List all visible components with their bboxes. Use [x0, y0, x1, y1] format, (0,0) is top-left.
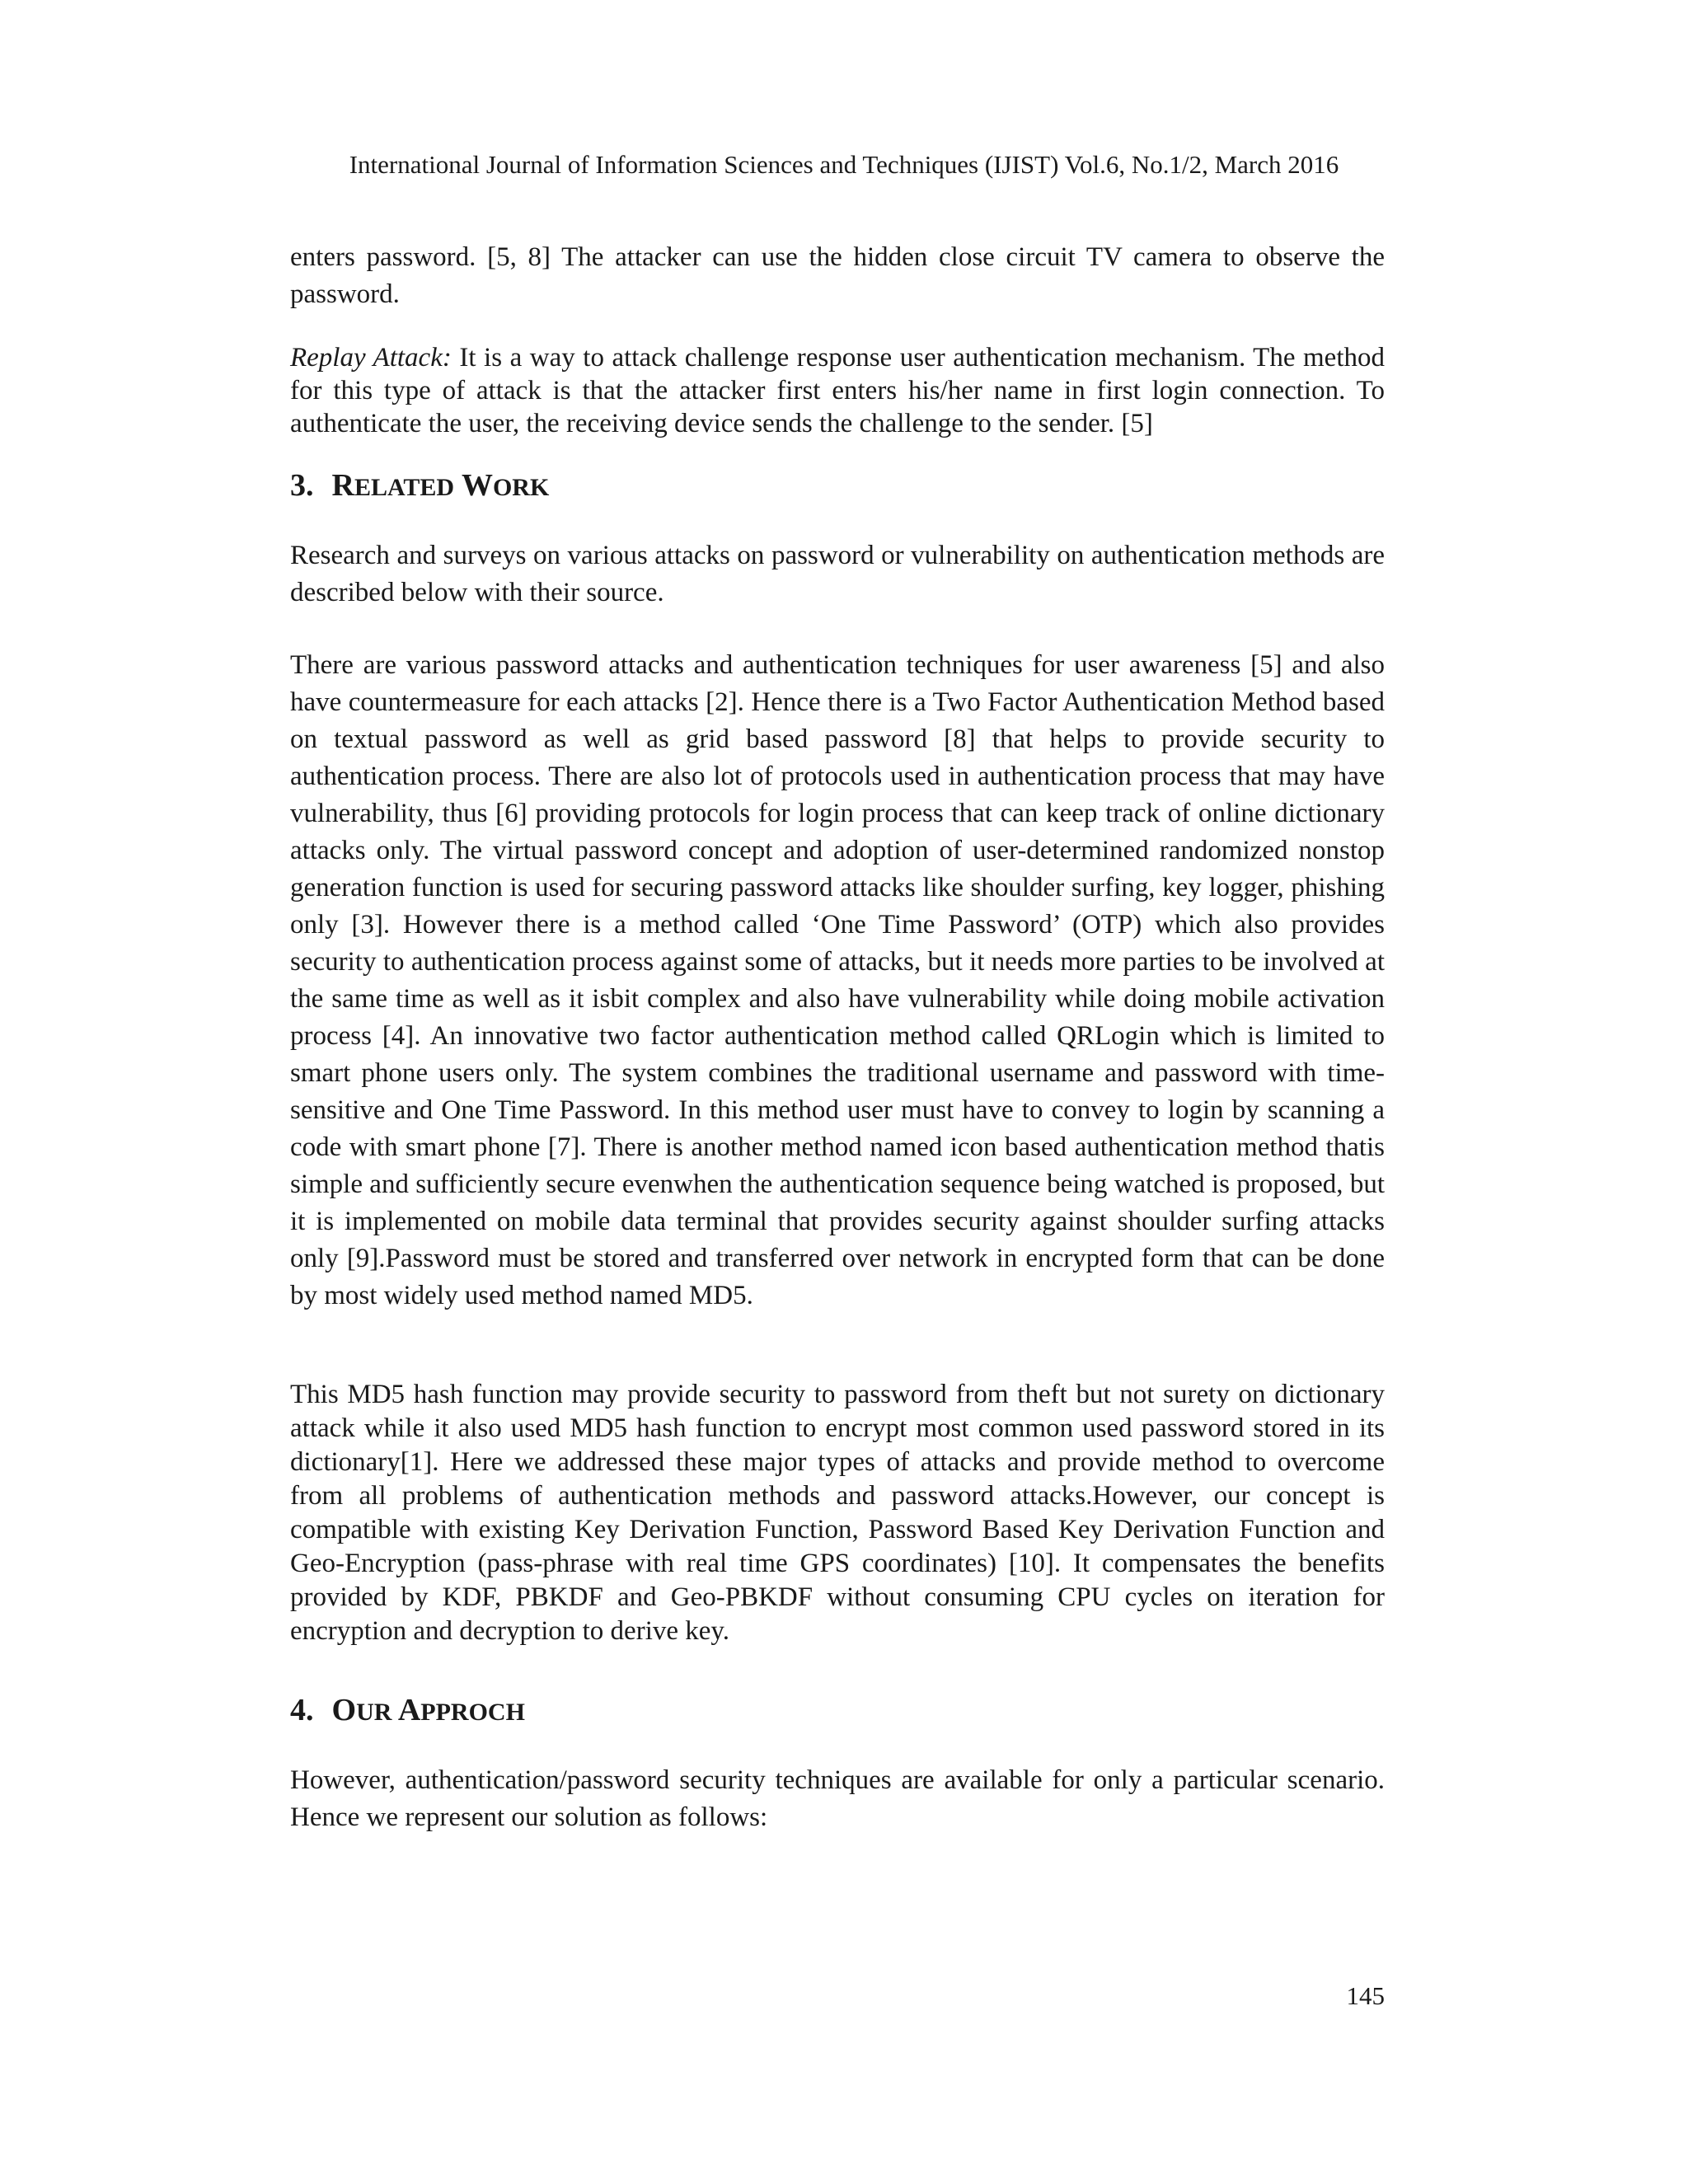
paragraph-replay-attack: [290, 341, 1385, 440]
paragraph-md5-text: This MD5 hash function may provide security to password from theft but not surety on dictionary attack while it also used MD5 hash function to encrypt most common used password stored in its dictionary[1]. Here we addressed these major types of attacks and provide method to overcome from all problems of authentication methods and password attacks.However, our concept is compatible with existing Key Derivation Function, Password Based Key Derivation Function and Geo-Encryption (pass-phrase with real time GPS coordinates) [10]. It compensates the benefits provided by KDF, PBKDF and Geo-PBKDF without consuming CPU cycles on iteration for encryption and decryption to derive key.: [290, 1380, 1385, 1646]
paragraph-related-intro-text: Research and surveys on various attacks on password or vulnerability on authentication methods are described below with their source.: [290, 541, 1385, 607]
paragraph-approach-text: However, authentication/password security techniques are available for only a particular scenario. Hence we represent our solution as follows:: [290, 1765, 1385, 1832]
paragraph-replay-text: [290, 341, 1385, 440]
page-number: 145: [1346, 1981, 1385, 2010]
section-heading-our-approach: 4. OUR APPROCH: [290, 1690, 525, 1733]
section-heading-related-work: 3. RELATED WORK: [290, 465, 549, 509]
paragraph-md5: [290, 1378, 1385, 1648]
paragraph-approach: [290, 1762, 1385, 1836]
running-header: International Journal of Information Sciences and Techniques (IJIST) Vol.6, No.1/2, March 2016: [349, 150, 1339, 179]
paragraph-related-main: [290, 647, 1385, 1315]
paragraph-intro: [290, 239, 1385, 313]
section-number: 3.: [290, 468, 314, 503]
paragraph-related-main-text: There are various password attacks and authentication techniques for user awareness [5] and also have countermeasure for each attacks [2]. Hence there is a Two Factor Authentication Method based on textual password as well as grid based password [8] that helps to provide security to authentication process. There are also lot of protocols used in authentication process that may have vulnerability, thus [6] providing protocols for login process that can keep track of online dictionary attacks only. The virtual password concept and adoption of user-determined randomized nonstop generation function is used for securing password attacks like shoulder surfing, key logger, phishing only [3]. However there is a method called ‘One Time Password’ (OTP) which also provides security to authentication process against some of attacks, but it needs more parties to be involved at the same time as well as it isbit complex and also have vulnerability while doing mobile activation process [4]. An innovative two factor authentication method called QRLogin which is limited to smart phone users only. The system combines the traditional username and password with time-sensitive and One Time Password. In this method user must have to convey to login by scanning a code with smart phone [7]. There is another method named icon based authentication method thatis simple and sufficiently secure evenwhen the authentication sequence being watched is proposed, but it is implemented on mobile data terminal that provides security against shoulder surfing attacks only [9].Password must be stored and transferred over network in encrypted form that can be done by most widely used method named MD5.: [290, 650, 1385, 1310]
section-number: 4.: [290, 1693, 314, 1727]
replay-attack-label: Replay Attack:: [290, 343, 452, 373]
paragraph-related-intro: [290, 537, 1385, 612]
paragraph-intro-text: enters password. [5, 8] The attacker can use the hidden close circuit TV camera to observe the password.: [290, 242, 1385, 309]
replay-attack-body: It is a way to attack challenge response user authentication mechanism. The method for this type of attack is that the attacker first enters his/her name in first login connection. To authenticate the user, the receiving device sends the challenge to the sender. [5]: [290, 343, 1385, 438]
